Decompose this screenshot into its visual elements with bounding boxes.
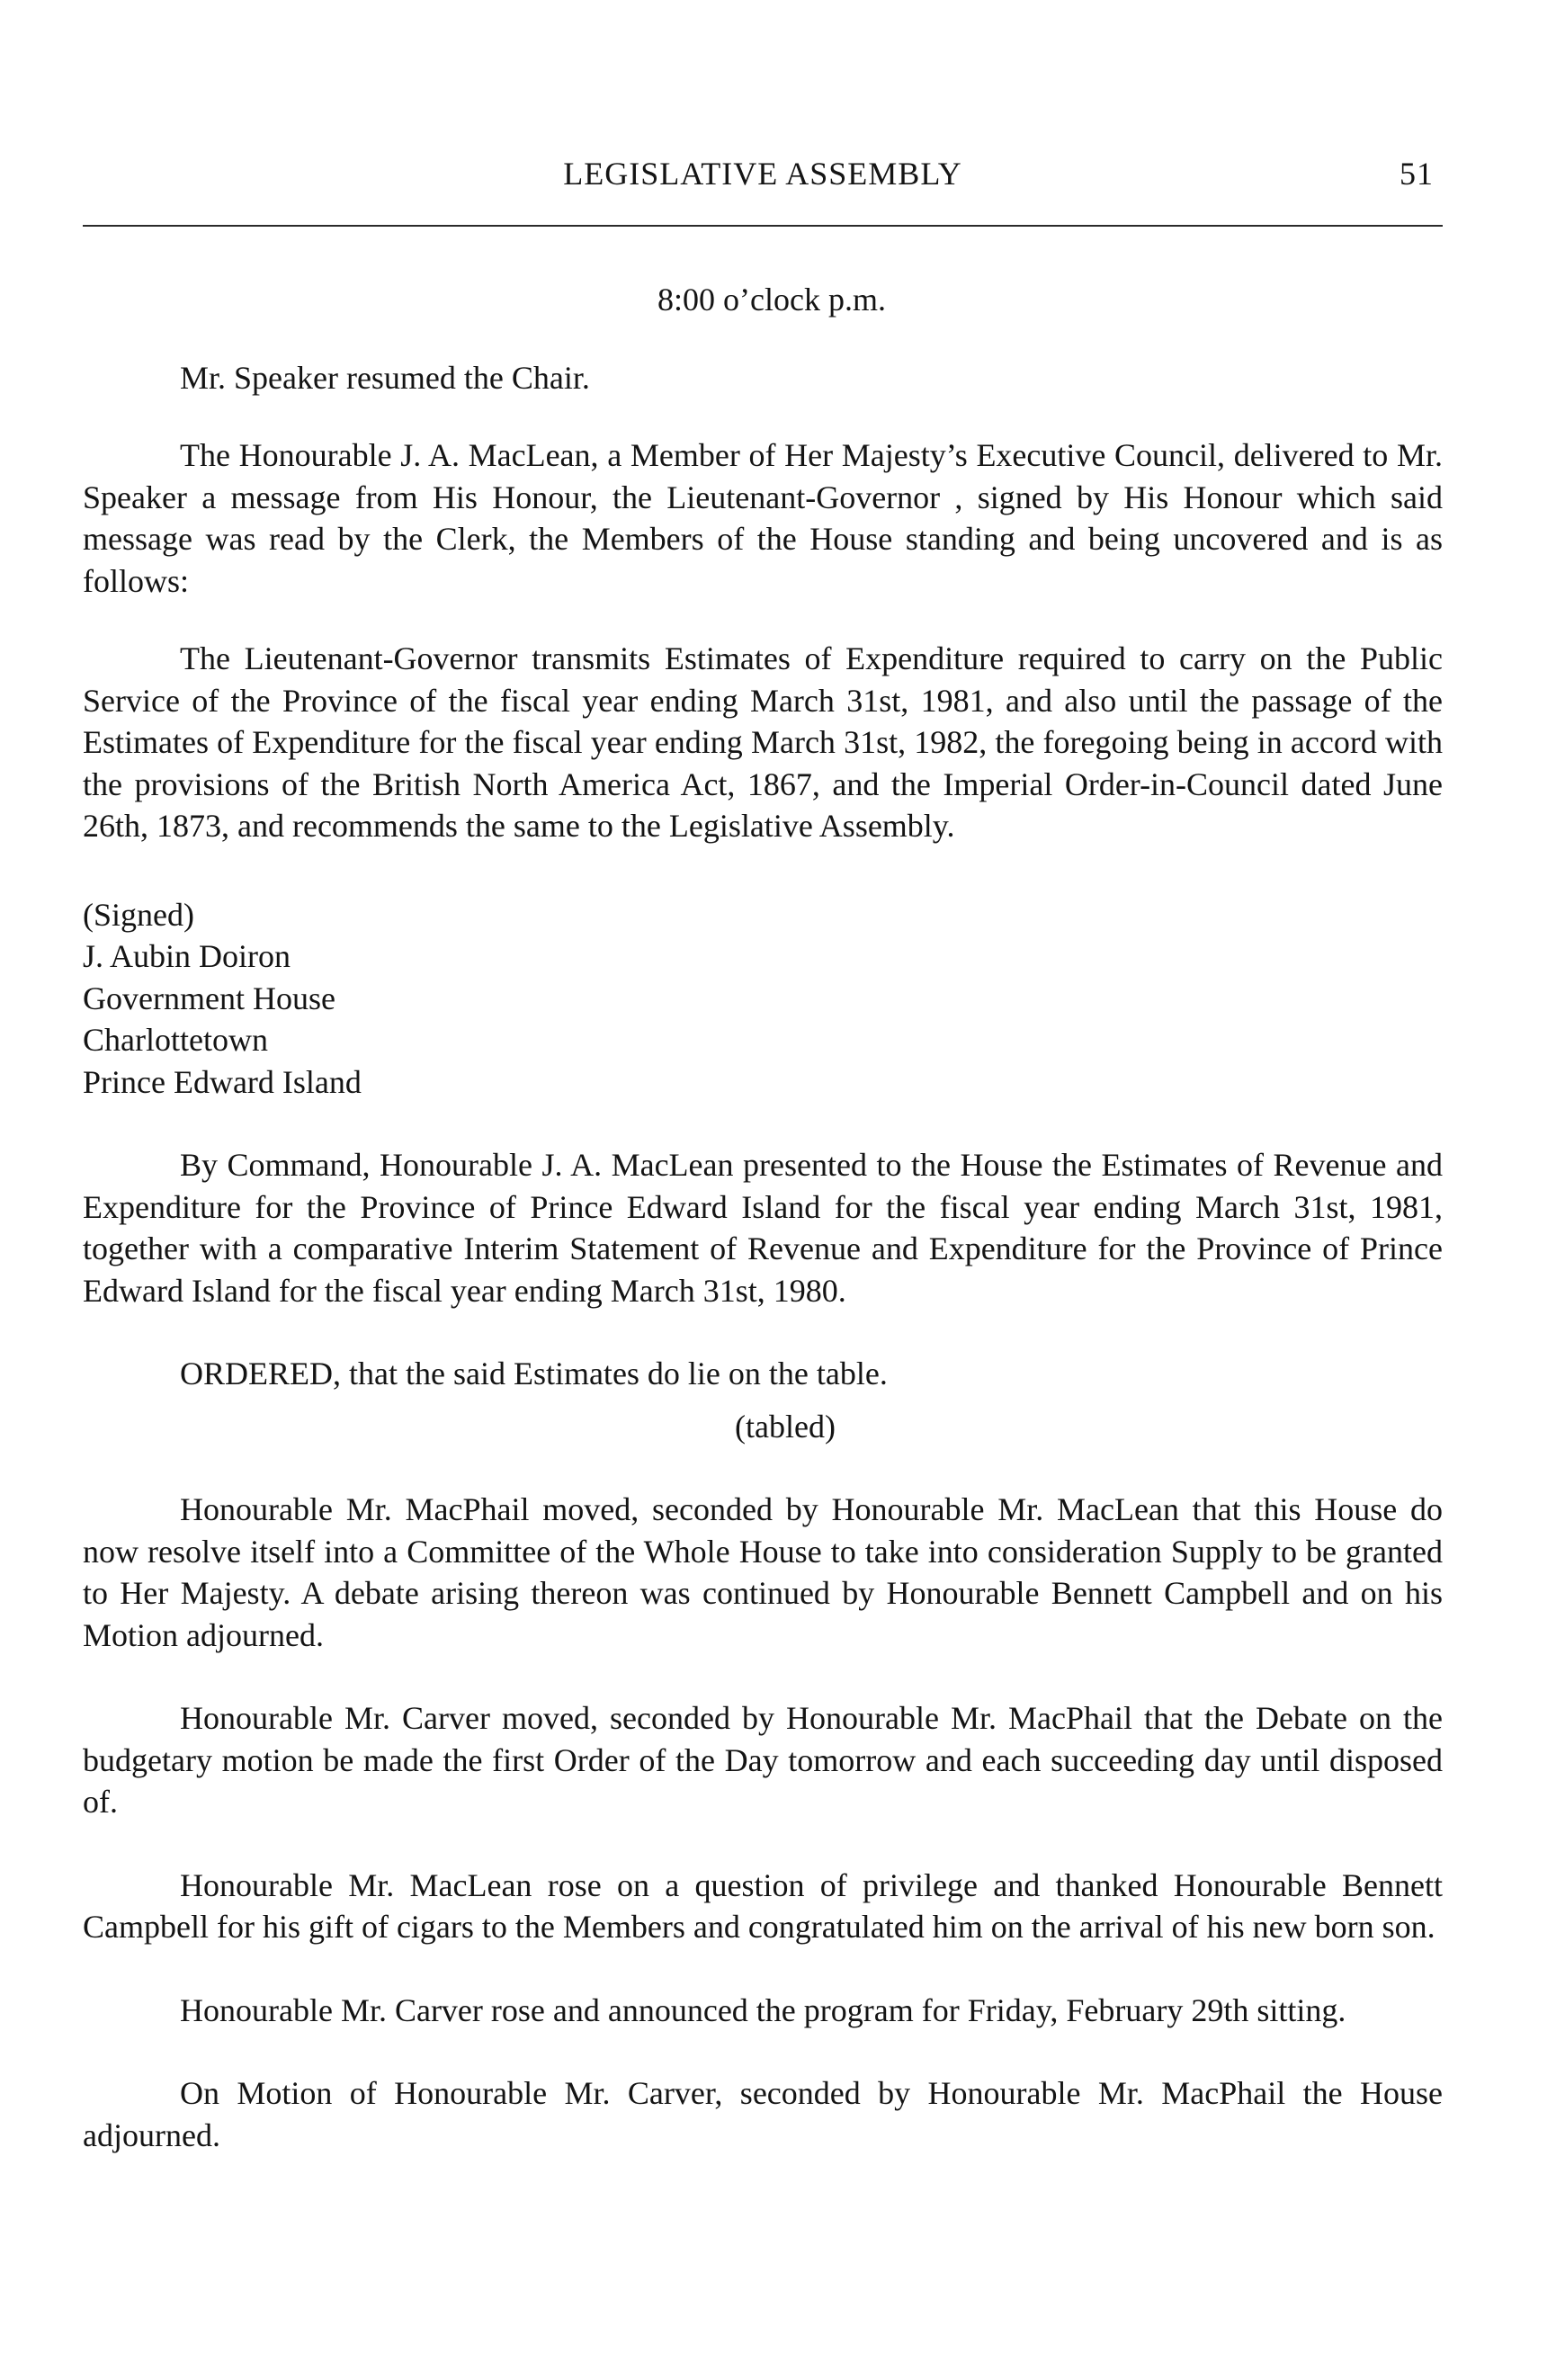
page-header <box>83 155 1443 200</box>
running-title: LEGISLATIVE ASSEMBLY <box>563 156 962 192</box>
paragraph-speaker-resumed: Mr. Speaker resumed the Chair. <box>180 359 590 396</box>
paragraph-privilege: Honourable Mr. MacLean rose on a question of privilege and thanked Honourable Bennett Campbell for his gift of cigars to the Members and congratulated him on the arrival of his new born son. <box>83 1866 1443 1945</box>
paragraph-estimates-transmitted: The Lieutenant-Governor transmits Estimates of Expenditure required to carry on the Public Service of the Province of the fiscal year ending March 31st, 1981, and also until the passage of the Estimates of Expenditure for the fiscal year ending March 31st, 1982, the foregoing being in accord with the provisions of the British North America Act, 1867, and the Imperial Order-in-Council dated June 26th, 1873, and recommends the same to the Legislative Assembly. <box>83 640 1443 844</box>
paragraph-supply-motion: Honourable Mr. MacPhail moved, seconded by Honourable Mr. MacLean that this House do now resolve itself into a Committee of the Whole House to take into consideration Supply to be granted to Her Majesty. A debate arising thereon was continued by Honourable Bennett Campbell and on his Motion adjourned. <box>83 1491 1443 1653</box>
signature-address-line: Prince Edward Island <box>83 1063 362 1100</box>
signature-name: J. Aubin Doiron <box>83 938 291 974</box>
paragraph-budget-debate-motion: Honourable Mr. Carver moved, seconded by Honourable Mr. MacPhail that the Debate on the budgetary motion be made the first Order of the Day tomorrow and each succeeding day until disposed of. <box>83 1700 1443 1820</box>
paragraph-adjournment: On Motion of Honourable Mr. Carver, seconded by Honourable Mr. MacPhail the House adjourned. <box>83 2075 1443 2153</box>
signature-address-line: Government House <box>83 980 335 1016</box>
signature-address-line: Charlottetown <box>83 1022 268 1058</box>
tabled-note: (tabled) <box>735 1408 836 1445</box>
document-page <box>83 0 1443 2380</box>
paragraph-ordered: ORDERED, that the said Estimates do lie on the table. <box>180 1356 888 1391</box>
paragraph-program-announced: Honourable Mr. Carver rose and announced the program for Friday, February 29th sitting. <box>180 1991 1346 2028</box>
page-number: 51 <box>1400 156 1434 192</box>
signature-signed: (Signed) <box>83 896 194 933</box>
sitting-time: 8:00 o’clock p.m. <box>657 282 886 318</box>
signature-block <box>83 894 1443 1104</box>
header-rule <box>83 225 1443 227</box>
paragraph-estimates-presented: By Command, Honourable J. A. MacLean presented to the House the Estimates of Revenue and Expenditure for the Province of Prince Edward Island for the fiscal year ending March 31st, 1981, together with a comparative Interim Statement of Revenue and Expenditure for the Province of Prince Edward Island for the fiscal year ending March 31st, 1980. <box>83 1147 1443 1309</box>
paragraph-message-delivered: The Honourable J. A. MacLean, a Member of Her Majesty’s Executive Council, delivered to Mr. Speaker a message from His Honour, the Lieutenant-Governor , signed by His Honour which said message was read by the Clerk, the Members of the House standing and being uncovered and is as follows: <box>83 437 1443 599</box>
document-body <box>83 279 1443 2156</box>
